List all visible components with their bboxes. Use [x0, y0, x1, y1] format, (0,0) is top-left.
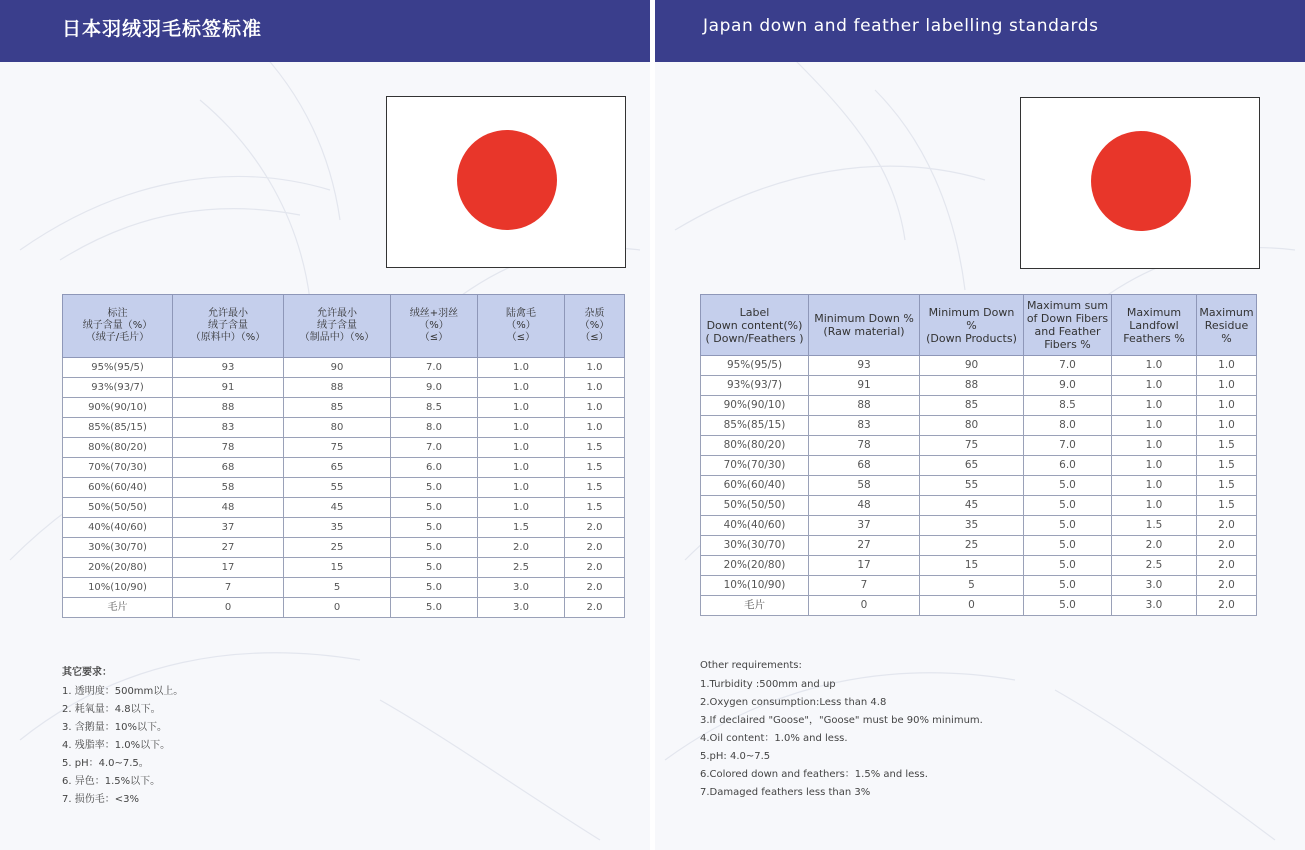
value-cell: 5.0 — [391, 538, 478, 558]
label-cell: 70%(70/30) — [701, 456, 809, 476]
value-cell: 5.0 — [1024, 516, 1112, 536]
table-row — [63, 398, 625, 418]
value-cell: 88 — [809, 396, 920, 416]
value-cell: 5.0 — [391, 558, 478, 578]
value-cell: 1.5 — [1112, 516, 1197, 536]
table-row — [63, 558, 625, 578]
value-cell: 5.0 — [391, 578, 478, 598]
value-cell: 68 — [173, 458, 284, 478]
value-cell: 25 — [920, 536, 1024, 556]
table-header-row — [63, 295, 625, 358]
value-cell: 75 — [284, 438, 391, 458]
value-cell: 17 — [173, 558, 284, 578]
value-cell: 1.5 — [1197, 456, 1257, 476]
label-cell: 93%(93/7) — [701, 376, 809, 396]
requirement-item: 3.If declaired "Goose"，"Goose" must be 90% minimum. — [700, 715, 983, 726]
table-row — [701, 396, 1257, 416]
value-cell: 5 — [284, 578, 391, 598]
value-cell: 7.0 — [1024, 356, 1112, 376]
value-cell: 5.0 — [391, 518, 478, 538]
value-cell: 1.0 — [478, 378, 565, 398]
label-cell: 毛片 — [63, 598, 173, 618]
value-cell: 2.0 — [565, 598, 625, 618]
column-header: 陆禽毛 （%） （≤） — [478, 295, 565, 358]
value-cell: 1.0 — [478, 438, 565, 458]
requirements-list — [62, 683, 183, 809]
value-cell: 1.0 — [1112, 376, 1197, 396]
value-cell: 3.0 — [1112, 596, 1197, 616]
value-cell: 1.5 — [565, 438, 625, 458]
value-cell: 1.0 — [1112, 496, 1197, 516]
value-cell: 2.0 — [1197, 576, 1257, 596]
label-cell: 60%(60/40) — [63, 478, 173, 498]
label-cell: 70%(70/30) — [63, 458, 173, 478]
value-cell: 1.0 — [478, 478, 565, 498]
table-row — [63, 598, 625, 618]
table-row — [701, 536, 1257, 556]
value-cell: 78 — [809, 436, 920, 456]
value-cell: 2.0 — [1197, 536, 1257, 556]
requirement-item: 7. 损伤毛：<3% — [62, 794, 139, 805]
value-cell: 2.0 — [478, 538, 565, 558]
value-cell: 2.0 — [565, 558, 625, 578]
page-title: Japan down and feather labelling standards — [703, 16, 1099, 36]
value-cell: 58 — [809, 476, 920, 496]
value-cell: 58 — [173, 478, 284, 498]
table-row — [63, 518, 625, 538]
table-row — [701, 416, 1257, 436]
column-header: Maximum Landfowl Feathers % — [1112, 295, 1197, 356]
value-cell: 90 — [920, 356, 1024, 376]
value-cell: 65 — [920, 456, 1024, 476]
value-cell: 9.0 — [1024, 376, 1112, 396]
value-cell: 37 — [173, 518, 284, 538]
value-cell: 80 — [284, 418, 391, 438]
column-header: Maximum Residue % — [1197, 295, 1257, 356]
label-cell: 80%(80/20) — [63, 438, 173, 458]
table-row — [701, 436, 1257, 456]
column-header: 允许最小 绒子含量 （原料中）（%） — [173, 295, 284, 358]
value-cell: 2.0 — [565, 538, 625, 558]
value-cell: 2.0 — [1197, 516, 1257, 536]
value-cell: 93 — [173, 358, 284, 378]
value-cell: 2.5 — [478, 558, 565, 578]
value-cell: 2.0 — [1112, 536, 1197, 556]
value-cell: 80 — [920, 416, 1024, 436]
flag-sun-disc — [457, 130, 557, 230]
requirement-item: 1. 透明度：500mm以上。 — [62, 686, 184, 697]
table-row — [63, 418, 625, 438]
column-header: Label Down content(%) ( Down/Feathers ) — [701, 295, 809, 356]
value-cell: 1.0 — [1112, 396, 1197, 416]
value-cell: 5.0 — [391, 478, 478, 498]
requirement-item: 6.Colored down and feathers：1.5% and less. — [700, 769, 928, 780]
value-cell: 25 — [284, 538, 391, 558]
label-cell: 30%(30/70) — [701, 536, 809, 556]
value-cell: 7.0 — [391, 358, 478, 378]
value-cell: 1.0 — [1112, 356, 1197, 376]
value-cell: 35 — [284, 518, 391, 538]
value-cell: 1.0 — [478, 358, 565, 378]
value-cell: 0 — [809, 596, 920, 616]
label-cell: 50%(50/50) — [63, 498, 173, 518]
column-header: Minimum Down % (Raw material) — [809, 295, 920, 356]
value-cell: 8.0 — [1024, 416, 1112, 436]
table-row — [63, 538, 625, 558]
table-row — [63, 438, 625, 458]
value-cell: 1.5 — [1197, 476, 1257, 496]
table-header-row — [701, 295, 1257, 356]
value-cell: 0 — [284, 598, 391, 618]
table-row — [701, 516, 1257, 536]
table-row — [701, 576, 1257, 596]
label-cell: 毛片 — [701, 596, 809, 616]
value-cell: 2.0 — [565, 578, 625, 598]
value-cell: 48 — [809, 496, 920, 516]
flag-sun-disc — [1091, 131, 1191, 231]
requirement-item: 2.Oxygen consumption:Less than 4.8 — [700, 697, 887, 708]
table-row — [63, 378, 625, 398]
value-cell: 35 — [920, 516, 1024, 536]
requirement-item: 5.pH: 4.0~7.5 — [700, 751, 771, 762]
requirement-item: 3. 含鹅量：10%以下。 — [62, 722, 167, 733]
requirements-list — [700, 676, 983, 802]
value-cell: 83 — [173, 418, 284, 438]
table-row — [63, 578, 625, 598]
column-header: Minimum Down % (Down Products) — [920, 295, 1024, 356]
japan-flag — [1020, 97, 1260, 269]
value-cell: 1.0 — [1197, 356, 1257, 376]
value-cell: 93 — [809, 356, 920, 376]
table-row — [701, 376, 1257, 396]
value-cell: 55 — [284, 478, 391, 498]
japan-flag — [386, 96, 626, 268]
label-cell: 95%(95/5) — [701, 356, 809, 376]
column-header: Maximum sum of Down Fibers and Feather Fibers % — [1024, 295, 1112, 356]
value-cell: 5.0 — [1024, 536, 1112, 556]
requirement-item: 7.Damaged feathers less than 3% — [700, 787, 871, 798]
label-cell: 85%(85/15) — [701, 416, 809, 436]
value-cell: 88 — [284, 378, 391, 398]
value-cell: 0 — [920, 596, 1024, 616]
value-cell: 6.0 — [391, 458, 478, 478]
value-cell: 75 — [920, 436, 1024, 456]
value-cell: 1.0 — [1112, 416, 1197, 436]
value-cell: 3.0 — [478, 578, 565, 598]
page-right-english — [655, 0, 1305, 850]
value-cell: 7.0 — [391, 438, 478, 458]
value-cell: 83 — [809, 416, 920, 436]
table-row — [701, 476, 1257, 496]
requirement-item: 5. pH：4.0~7.5。 — [62, 758, 149, 769]
value-cell: 1.5 — [1197, 436, 1257, 456]
value-cell: 5 — [920, 576, 1024, 596]
value-cell: 1.0 — [478, 418, 565, 438]
value-cell: 65 — [284, 458, 391, 478]
table-row — [701, 596, 1257, 616]
value-cell: 88 — [920, 376, 1024, 396]
value-cell: 48 — [173, 498, 284, 518]
value-cell: 17 — [809, 556, 920, 576]
value-cell: 27 — [809, 536, 920, 556]
title-banner — [655, 0, 1305, 62]
value-cell: 88 — [173, 398, 284, 418]
value-cell: 1.0 — [478, 458, 565, 478]
value-cell: 5.0 — [391, 498, 478, 518]
value-cell: 1.5 — [478, 518, 565, 538]
value-cell: 7 — [809, 576, 920, 596]
requirement-item: 1.Turbidity :500mm and up — [700, 679, 836, 690]
value-cell: 1.0 — [1112, 456, 1197, 476]
label-cell: 40%(40/60) — [63, 518, 173, 538]
label-cell: 80%(80/20) — [701, 436, 809, 456]
value-cell: 1.0 — [565, 398, 625, 418]
requirement-item: 4.Oil content：1.0% and less. — [700, 733, 848, 744]
requirement-item: 2. 耗氧量：4.8以下。 — [62, 704, 161, 715]
value-cell: 1.0 — [1112, 436, 1197, 456]
table-row — [701, 356, 1257, 376]
value-cell: 1.0 — [1112, 476, 1197, 496]
value-cell: 9.0 — [391, 378, 478, 398]
value-cell: 45 — [284, 498, 391, 518]
labelling-table — [62, 294, 625, 618]
title-banner — [0, 0, 650, 62]
label-cell: 40%(40/60) — [701, 516, 809, 536]
value-cell: 1.0 — [1197, 416, 1257, 436]
label-cell: 30%(30/70) — [63, 538, 173, 558]
label-cell: 93%(93/7) — [63, 378, 173, 398]
table-row — [63, 358, 625, 378]
value-cell: 3.0 — [1112, 576, 1197, 596]
value-cell: 8.0 — [391, 418, 478, 438]
value-cell: 37 — [809, 516, 920, 536]
value-cell: 55 — [920, 476, 1024, 496]
labelling-table — [700, 294, 1257, 616]
value-cell: 5.0 — [1024, 556, 1112, 576]
value-cell: 0 — [173, 598, 284, 618]
requirements-title: 其它要求： — [62, 667, 112, 678]
value-cell: 5.0 — [391, 598, 478, 618]
label-cell: 85%(85/15) — [63, 418, 173, 438]
value-cell: 7 — [173, 578, 284, 598]
page-left-chinese — [0, 0, 650, 850]
label-cell: 20%(20/80) — [701, 556, 809, 576]
value-cell: 1.0 — [565, 378, 625, 398]
label-cell: 95%(95/5) — [63, 358, 173, 378]
value-cell: 91 — [809, 376, 920, 396]
label-cell: 10%(10/90) — [701, 576, 809, 596]
column-header: 绒丝+羽丝 （%） （≤） — [391, 295, 478, 358]
value-cell: 1.0 — [1197, 396, 1257, 416]
value-cell: 1.5 — [565, 458, 625, 478]
value-cell: 1.0 — [1197, 376, 1257, 396]
value-cell: 90 — [284, 358, 391, 378]
value-cell: 1.5 — [1197, 496, 1257, 516]
table-row — [63, 478, 625, 498]
value-cell: 27 — [173, 538, 284, 558]
value-cell: 85 — [920, 396, 1024, 416]
value-cell: 1.0 — [565, 358, 625, 378]
table-row — [63, 498, 625, 518]
other-requirements — [700, 660, 983, 802]
value-cell: 1.0 — [565, 418, 625, 438]
value-cell: 15 — [284, 558, 391, 578]
value-cell: 1.0 — [478, 398, 565, 418]
value-cell: 15 — [920, 556, 1024, 576]
table-row — [63, 458, 625, 478]
value-cell: 3.0 — [478, 598, 565, 618]
value-cell: 1.0 — [478, 498, 565, 518]
requirement-item: 4. 残脂率：1.0%以下。 — [62, 740, 171, 751]
other-requirements — [62, 663, 183, 809]
value-cell: 1.5 — [565, 478, 625, 498]
column-header: 杂质 （%） （≤） — [565, 295, 625, 358]
column-header: 标注 绒子含量（%） （绒子/毛片） — [63, 295, 173, 358]
value-cell: 8.5 — [1024, 396, 1112, 416]
value-cell: 5.0 — [1024, 576, 1112, 596]
page-title: 日本羽绒羽毛标签标准 — [62, 18, 263, 40]
value-cell: 5.0 — [1024, 476, 1112, 496]
value-cell: 2.5 — [1112, 556, 1197, 576]
value-cell: 91 — [173, 378, 284, 398]
value-cell: 6.0 — [1024, 456, 1112, 476]
table-row — [701, 556, 1257, 576]
value-cell: 45 — [920, 496, 1024, 516]
requirements-title: Other requirements: — [700, 660, 802, 671]
label-cell: 20%(20/80) — [63, 558, 173, 578]
requirement-item: 6. 异色：1.5%以下。 — [62, 776, 161, 787]
value-cell: 5.0 — [1024, 596, 1112, 616]
table-row — [701, 496, 1257, 516]
value-cell: 85 — [284, 398, 391, 418]
label-cell: 50%(50/50) — [701, 496, 809, 516]
table-row — [701, 456, 1257, 476]
value-cell: 68 — [809, 456, 920, 476]
value-cell: 2.0 — [565, 518, 625, 538]
value-cell: 2.0 — [1197, 556, 1257, 576]
value-cell: 78 — [173, 438, 284, 458]
label-cell: 10%(10/90) — [63, 578, 173, 598]
value-cell: 8.5 — [391, 398, 478, 418]
value-cell: 1.5 — [565, 498, 625, 518]
label-cell: 90%(90/10) — [701, 396, 809, 416]
column-header: 允许最小 绒子含量 （制品中）（%） — [284, 295, 391, 358]
value-cell: 2.0 — [1197, 596, 1257, 616]
label-cell: 90%(90/10) — [63, 398, 173, 418]
value-cell: 5.0 — [1024, 496, 1112, 516]
value-cell: 7.0 — [1024, 436, 1112, 456]
label-cell: 60%(60/40) — [701, 476, 809, 496]
